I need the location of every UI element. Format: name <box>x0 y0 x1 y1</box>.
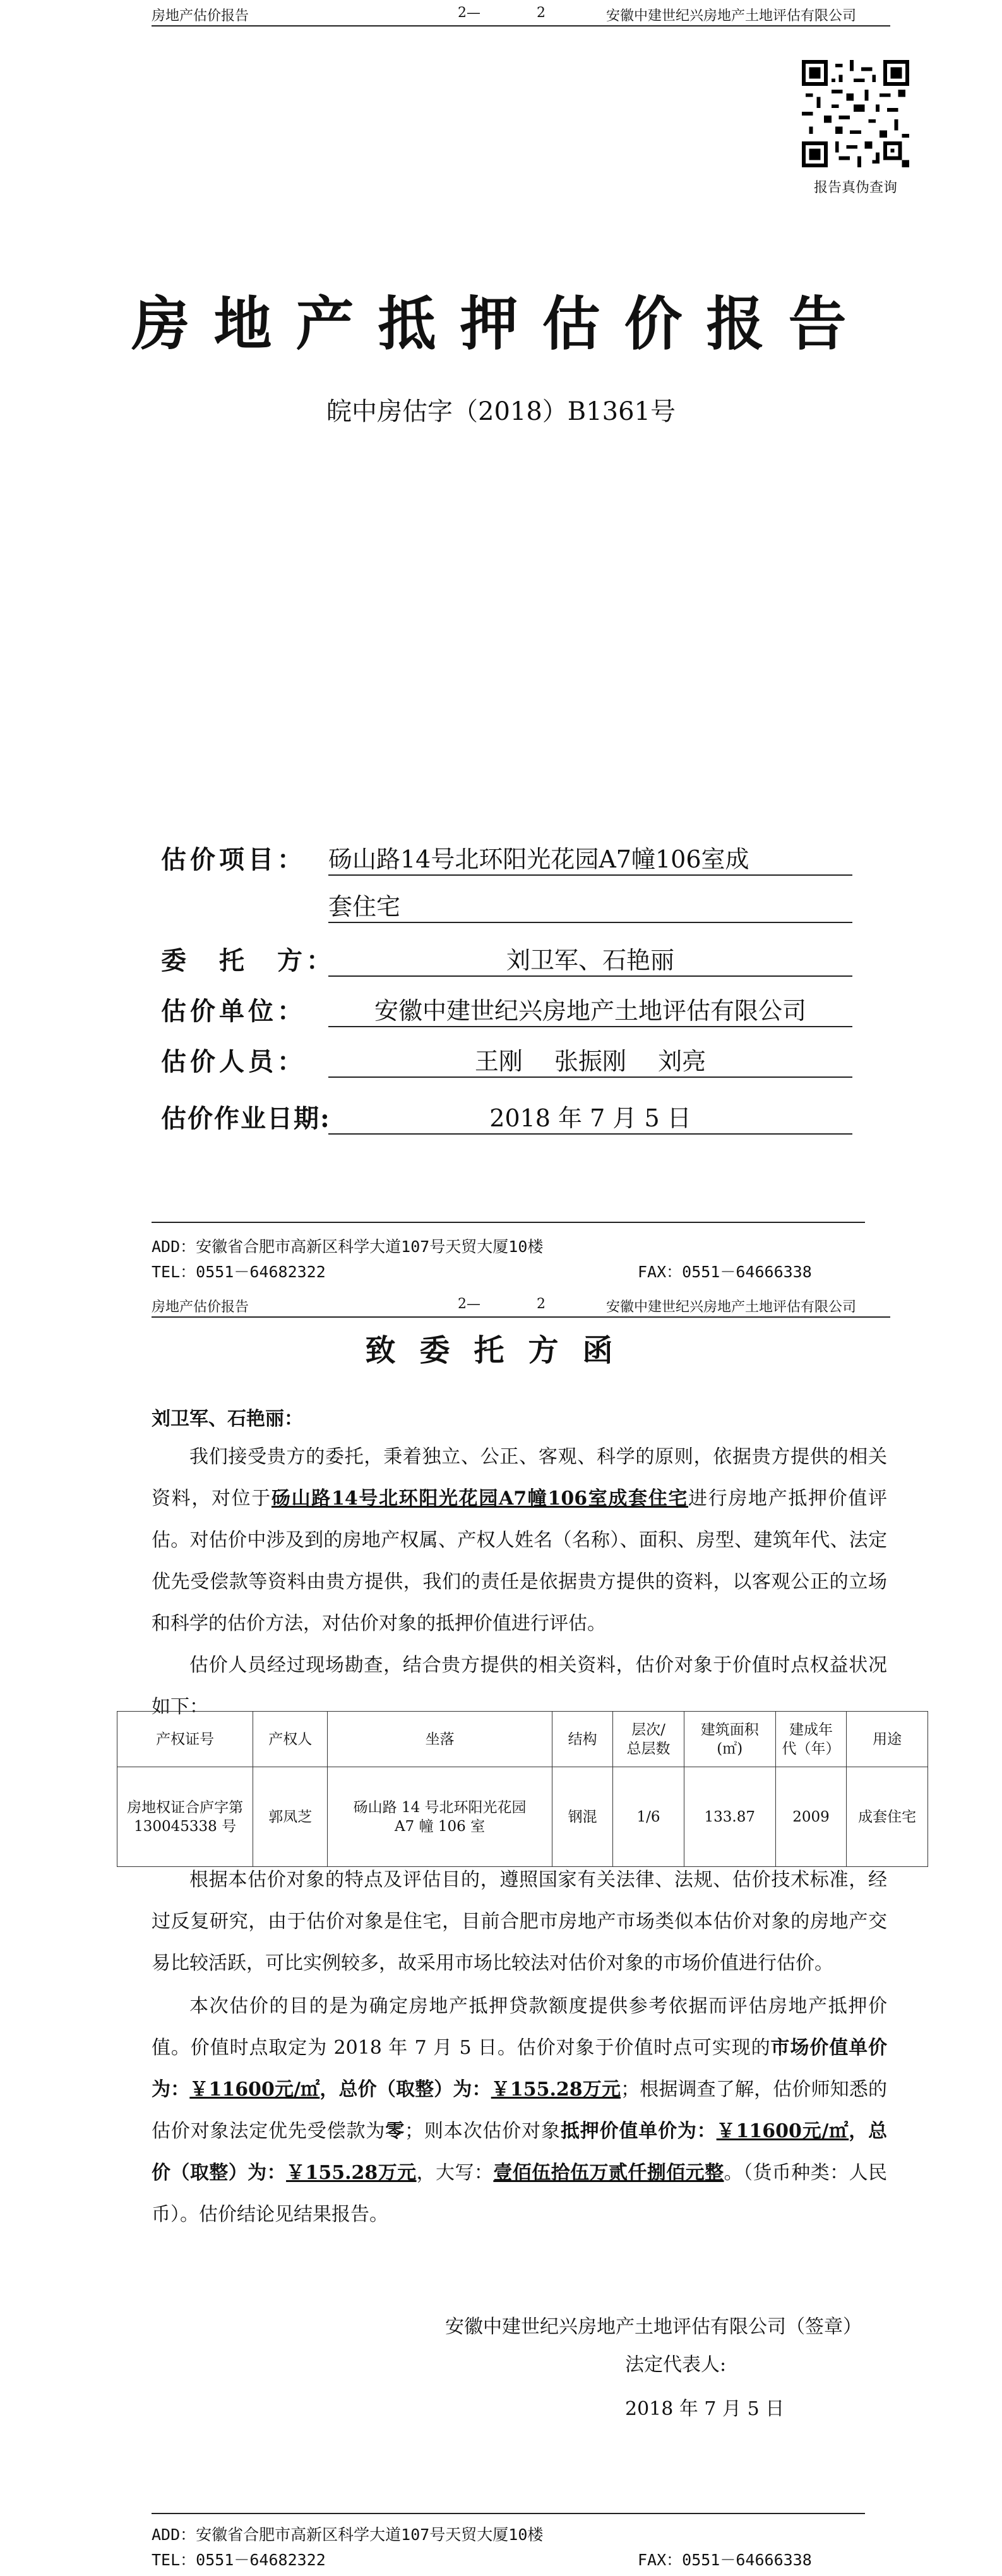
unit-label: 估价单位： <box>161 996 306 1026</box>
p1-property: 砀山路14号北环阳光花园A7幢106室成套住宅 <box>271 1488 689 1510</box>
unit-value: 安徽中建世纪兴房地产土地评估有限公司 <box>374 997 806 1025</box>
footer-address: ADD：安徽省合肥市高新区科学大道107号天贸大厦10楼 <box>152 1237 544 1256</box>
footer-tel: TEL：0551－64682322 <box>152 1263 326 1281</box>
p4-amount-words: 壹佰伍拾伍万贰仟捌佰元整 <box>493 2162 724 2184</box>
table-header-cell: 用途 <box>847 1712 928 1767</box>
table-header-cell: 产权人 <box>253 1712 328 1767</box>
client-value: 刘卫军、石艳丽 <box>506 946 674 974</box>
salutation: 刘卫军、石艳丽： <box>152 1408 303 1430</box>
date-label: 估价作业日期: <box>161 1104 331 1133</box>
p4-d: ，总价（取整）为： <box>319 2078 491 2101</box>
p4-market-total: ￥155.28万元 <box>491 2078 621 2101</box>
staff-label: 估价人员： <box>161 1047 306 1076</box>
qr-code-graphic <box>802 60 909 167</box>
header-page-num: 2 <box>537 1296 546 1312</box>
paragraph-4 <box>152 1986 887 2236</box>
p4-f: ；根据调查了解，估价师知悉的估价对象法定优先受偿款为 <box>152 2078 888 2142</box>
table-header-cell: 建筑面积 (㎡) <box>684 1712 775 1767</box>
p4-k: ，总价（取整）为： <box>152 2120 888 2184</box>
sign-company: 安徽中建世纪兴房地产土地评估有限公司（签章） <box>445 2316 862 2338</box>
table-header-cell: 产权证号 <box>117 1712 253 1767</box>
cover-title: 房地产抵押估价报告 <box>131 290 871 358</box>
p1-text-a: 我们接受贵方的委托，秉着独立、公正、客观、科学的原则，依据贵方提供的相关资料，对位于 <box>152 1446 887 1510</box>
table-header-cell: 层次/ 总层数 <box>613 1712 684 1767</box>
header-page-prefix: 2— <box>458 5 480 21</box>
p4-h: ；则本次估价对象 <box>405 2120 561 2142</box>
p4-a: 本次估价的目的是为确定房地产抵押贷款额度提供参考依据而评估房地产抵押价值。价值时点取定为 2018 年 7 月 5 日。估价对象于价值时点可实现的 <box>152 1995 887 2059</box>
page-header-2 <box>152 1291 890 1318</box>
paragraph-1 <box>152 1436 887 1645</box>
staff-value: 王刚 张振刚 刘亮 <box>474 1047 707 1075</box>
staff-underline <box>328 1076 852 1078</box>
project-underline-1 <box>328 874 852 876</box>
p4-mortgage-total: ￥155.28万元 <box>286 2162 417 2184</box>
letter-title: 致委托方函 <box>365 1333 637 1368</box>
header-right: 安徽中建世纪兴房地产土地评估有限公司 <box>606 1299 857 1315</box>
sign-representative: 法定代表人: <box>625 2354 727 2376</box>
client-underline <box>328 975 852 977</box>
header-right: 安徽中建世纪兴房地产土地评估有限公司 <box>606 8 857 24</box>
table-header-cell: 结构 <box>552 1712 613 1767</box>
p4-mortgage-unit-price: ￥11600元/㎡ <box>716 2120 849 2142</box>
project-underline-2 <box>328 922 852 923</box>
table-row <box>117 1767 928 1867</box>
date-underline <box>328 1133 852 1135</box>
p1-text-c: 进行房地产抵押价值评估。对估价中涉及到的房地产权属、产权人姓名（名称）、面积、房型、建筑年代、法定优先受偿款等资料由贵方提供，我们的责任是依据贵方提供的资料，以客观公正的立场和科学的估价方法，对估价对象的抵押价值进行评估。 <box>152 1488 887 1635</box>
project-label: 估价项目： <box>161 845 306 874</box>
paragraph-3: 根据本估价对象的特点及评估目的，遵照国家有关法律、法规、估价技术标准，经过反复研究，由于估价对象是住宅，目前合肥市房地产市场类似本估价对象的房地产交易比较活跃，可比实例较多，故采用市场比较法对估价对象的市场价值进行估价。 <box>152 1869 887 1974</box>
header-page-num: 2 <box>537 5 546 21</box>
footer-rule-2 <box>152 2513 865 2514</box>
report-number: 皖中房估字（2018）B1361号 <box>326 397 676 426</box>
p4-m: ，大写： <box>416 2162 494 2184</box>
p4-o: 。（货币种类：人民币）。估价结论见结果报告。 <box>152 2162 888 2226</box>
table-cell: 郭凤芝 <box>253 1767 328 1867</box>
table-cell: 钢混 <box>552 1767 613 1867</box>
p4-i: 抵押价值单价为： <box>560 2120 717 2142</box>
unit-underline <box>328 1026 852 1027</box>
table-cell: 1/6 <box>613 1767 684 1867</box>
table-header-cell: 坐落 <box>328 1712 552 1767</box>
footer-tel-2: TEL：0551－64682322 <box>152 2551 326 2569</box>
footer-fax: FAX：0551－64666338 <box>638 1263 812 1281</box>
page-header <box>152 0 890 27</box>
sign-date: 2018 年 7 月 5 日 <box>625 2398 785 2420</box>
p4-g: 零 <box>385 2120 405 2142</box>
project-value-line1: 砀山路14号北环阳光花园A7幢106室成 <box>328 845 749 873</box>
table-cell: 成套住宅 <box>847 1767 928 1867</box>
table-header-cell: 建成年 代（年） <box>775 1712 846 1767</box>
date-value: 2018 年 7 月 5 日 <box>489 1104 691 1132</box>
p4-b: 市场价值单价为： <box>152 2037 887 2101</box>
table-cell: 2009 <box>775 1767 846 1867</box>
table-cell: 砀山路 14 号北环阳光花园 A7 幢 106 室 <box>328 1767 552 1867</box>
footer-address-2: ADD：安徽省合肥市高新区科学大道107号天贸大厦10楼 <box>152 2525 544 2544</box>
p4-market-unit-price: ￥11600元/㎡ <box>189 2078 320 2101</box>
table-cell: 房地权证合庐字第 130045338 号 <box>117 1767 253 1867</box>
header-page-prefix: 2— <box>458 1296 480 1312</box>
qr-caption: 报告真伪查询 <box>813 180 897 196</box>
client-label: 委 托 方： <box>161 946 335 975</box>
table-cell: 133.87 <box>684 1767 775 1867</box>
rights-table <box>117 1711 928 1867</box>
project-value-line2: 套住宅 <box>328 893 401 921</box>
paragraph-2: 估价人员经过现场勘查，结合贵方提供的相关资料，估价对象于价值时点权益状况如下： <box>152 1654 887 1718</box>
header-left: 房地产估价报告 <box>152 8 249 24</box>
footer-rule <box>152 1222 865 1223</box>
table-header-row <box>117 1712 928 1767</box>
qr-code[interactable] <box>802 60 909 167</box>
header-left: 房地产估价报告 <box>152 1299 249 1315</box>
footer-fax-2: FAX：0551－64666338 <box>638 2551 812 2569</box>
